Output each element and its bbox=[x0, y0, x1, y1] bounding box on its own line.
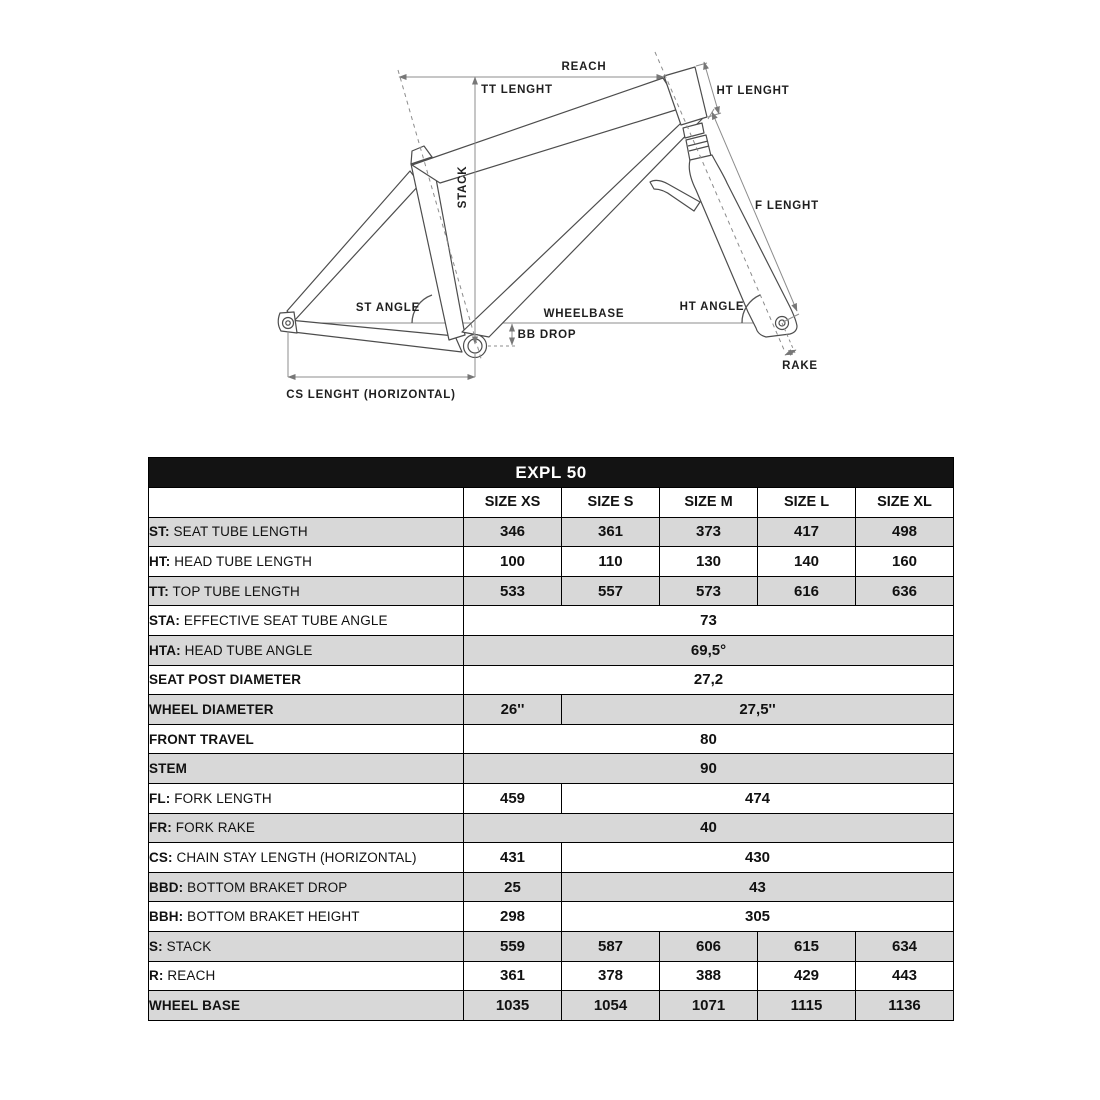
spec-label: BBH: BOTTOM BRAKET HEIGHT bbox=[149, 902, 464, 932]
spec-label: R: REACH bbox=[149, 961, 464, 991]
spec-value: 140 bbox=[758, 547, 856, 577]
spec-label: WHEEL BASE bbox=[149, 991, 464, 1021]
spec-value: 378 bbox=[562, 961, 660, 991]
spec-value: 373 bbox=[660, 517, 758, 547]
spec-row-bottom-bracket-height bbox=[149, 902, 954, 932]
spec-value: 1035 bbox=[464, 991, 562, 1021]
spec-value: 27,2 bbox=[464, 665, 954, 695]
spec-value: 474 bbox=[562, 783, 954, 813]
spec-value: 1136 bbox=[856, 991, 954, 1021]
spec-value: 110 bbox=[562, 547, 660, 577]
rake-label: RAKE bbox=[782, 360, 818, 372]
spec-row-stack bbox=[149, 931, 954, 961]
spec-value: 69,5° bbox=[464, 635, 954, 665]
spec-label: STA: EFFECTIVE SEAT TUBE ANGLE bbox=[149, 606, 464, 636]
spec-label: BBD: BOTTOM BRAKET DROP bbox=[149, 872, 464, 902]
spec-value: 73 bbox=[464, 606, 954, 636]
spec-row-front-travel bbox=[149, 724, 954, 754]
cs-length-label: CS LENGHT (HORIZONTAL) bbox=[286, 389, 456, 401]
spec-value: 160 bbox=[856, 547, 954, 577]
spec-row-top-tube-length bbox=[149, 576, 954, 606]
spec-row-head-tube-angle bbox=[149, 635, 954, 665]
geometry-table bbox=[148, 457, 954, 1021]
spec-value: 587 bbox=[562, 931, 660, 961]
spec-value: 80 bbox=[464, 724, 954, 754]
spec-label: CS: CHAIN STAY LENGTH (HORIZONTAL) bbox=[149, 843, 464, 873]
spec-label: WHEEL DIAMETER bbox=[149, 695, 464, 725]
spec-value: 27,5'' bbox=[562, 695, 954, 725]
spec-row-stem bbox=[149, 754, 954, 784]
spec-label: ST: SEAT TUBE LENGTH bbox=[149, 517, 464, 547]
spec-value: 498 bbox=[856, 517, 954, 547]
spec-row-fork-length bbox=[149, 783, 954, 813]
empty-corner-cell bbox=[149, 488, 464, 518]
spec-value: 1054 bbox=[562, 991, 660, 1021]
spec-value: 25 bbox=[464, 872, 562, 902]
ht-length-label: HT LENGHT bbox=[716, 85, 790, 97]
table-title-row bbox=[149, 458, 954, 488]
spec-value: 606 bbox=[660, 931, 758, 961]
spec-value: 1115 bbox=[758, 991, 856, 1021]
spec-value: 557 bbox=[562, 576, 660, 606]
spec-value: 361 bbox=[562, 517, 660, 547]
spec-value: 443 bbox=[856, 961, 954, 991]
spec-label: STEM bbox=[149, 754, 464, 784]
spec-value: 533 bbox=[464, 576, 562, 606]
spec-value: 636 bbox=[856, 576, 954, 606]
spec-row-seat-tube-length bbox=[149, 517, 954, 547]
bb-drop-label: BB DROP bbox=[517, 329, 577, 341]
table-title: EXPL 50 bbox=[149, 458, 954, 488]
spec-value: 1071 bbox=[660, 991, 758, 1021]
spec-value: 361 bbox=[464, 961, 562, 991]
spec-value: 305 bbox=[562, 902, 954, 932]
spec-value: 388 bbox=[660, 961, 758, 991]
spec-row-wheel-base bbox=[149, 991, 954, 1021]
st-angle-label: ST ANGLE bbox=[355, 302, 421, 314]
spec-value: 615 bbox=[758, 931, 856, 961]
spec-value: 431 bbox=[464, 843, 562, 873]
bike-geometry-diagram bbox=[0, 0, 1100, 450]
spec-row-head-tube-length bbox=[149, 547, 954, 577]
spec-value: 634 bbox=[856, 931, 954, 961]
spec-value: 298 bbox=[464, 902, 562, 932]
spec-label: FL: FORK LENGTH bbox=[149, 783, 464, 813]
spec-row-wheel-diameter bbox=[149, 695, 954, 725]
spec-value: 573 bbox=[660, 576, 758, 606]
spec-label: FR: FORK RAKE bbox=[149, 813, 464, 843]
reach-label: REACH bbox=[561, 61, 607, 73]
spec-row-bottom-bracket-drop bbox=[149, 872, 954, 902]
size-header-row bbox=[149, 488, 954, 518]
size-header-xl: SIZE XL bbox=[856, 488, 954, 518]
spec-label: S: STACK bbox=[149, 931, 464, 961]
spec-label: HTA: HEAD TUBE ANGLE bbox=[149, 635, 464, 665]
spec-value: 430 bbox=[562, 843, 954, 873]
spec-value: 429 bbox=[758, 961, 856, 991]
spec-label: FRONT TRAVEL bbox=[149, 724, 464, 754]
spec-value: 346 bbox=[464, 517, 562, 547]
spec-value: 616 bbox=[758, 576, 856, 606]
spec-value: 559 bbox=[464, 931, 562, 961]
size-header-xs: SIZE XS bbox=[464, 488, 562, 518]
f-length-label: F LENGHT bbox=[755, 200, 819, 212]
spec-label: SEAT POST DIAMETER bbox=[149, 665, 464, 695]
spec-value: 90 bbox=[464, 754, 954, 784]
wheelbase-label: WHEELBASE bbox=[543, 308, 625, 320]
tt-length-label: TT LENGHT bbox=[481, 84, 553, 96]
size-header-m: SIZE M bbox=[660, 488, 758, 518]
spec-row-seat-post-diameter bbox=[149, 665, 954, 695]
spec-label: TT: TOP TUBE LENGTH bbox=[149, 576, 464, 606]
spec-row-chain-stay-length bbox=[149, 843, 954, 873]
spec-label: HT: HEAD TUBE LENGTH bbox=[149, 547, 464, 577]
spec-row-fork-rake bbox=[149, 813, 954, 843]
size-header-s: SIZE S bbox=[562, 488, 660, 518]
spec-value: 130 bbox=[660, 547, 758, 577]
spec-value: 100 bbox=[464, 547, 562, 577]
ht-angle-label: HT ANGLE bbox=[679, 301, 745, 313]
stack-label: STACK bbox=[457, 165, 469, 209]
spec-value: 40 bbox=[464, 813, 954, 843]
spec-value: 26'' bbox=[464, 695, 562, 725]
spec-row-seat-tube-angle bbox=[149, 606, 954, 636]
spec-value: 43 bbox=[562, 872, 954, 902]
spec-value: 417 bbox=[758, 517, 856, 547]
spec-row-reach bbox=[149, 961, 954, 991]
size-header-l: SIZE L bbox=[758, 488, 856, 518]
spec-value: 459 bbox=[464, 783, 562, 813]
